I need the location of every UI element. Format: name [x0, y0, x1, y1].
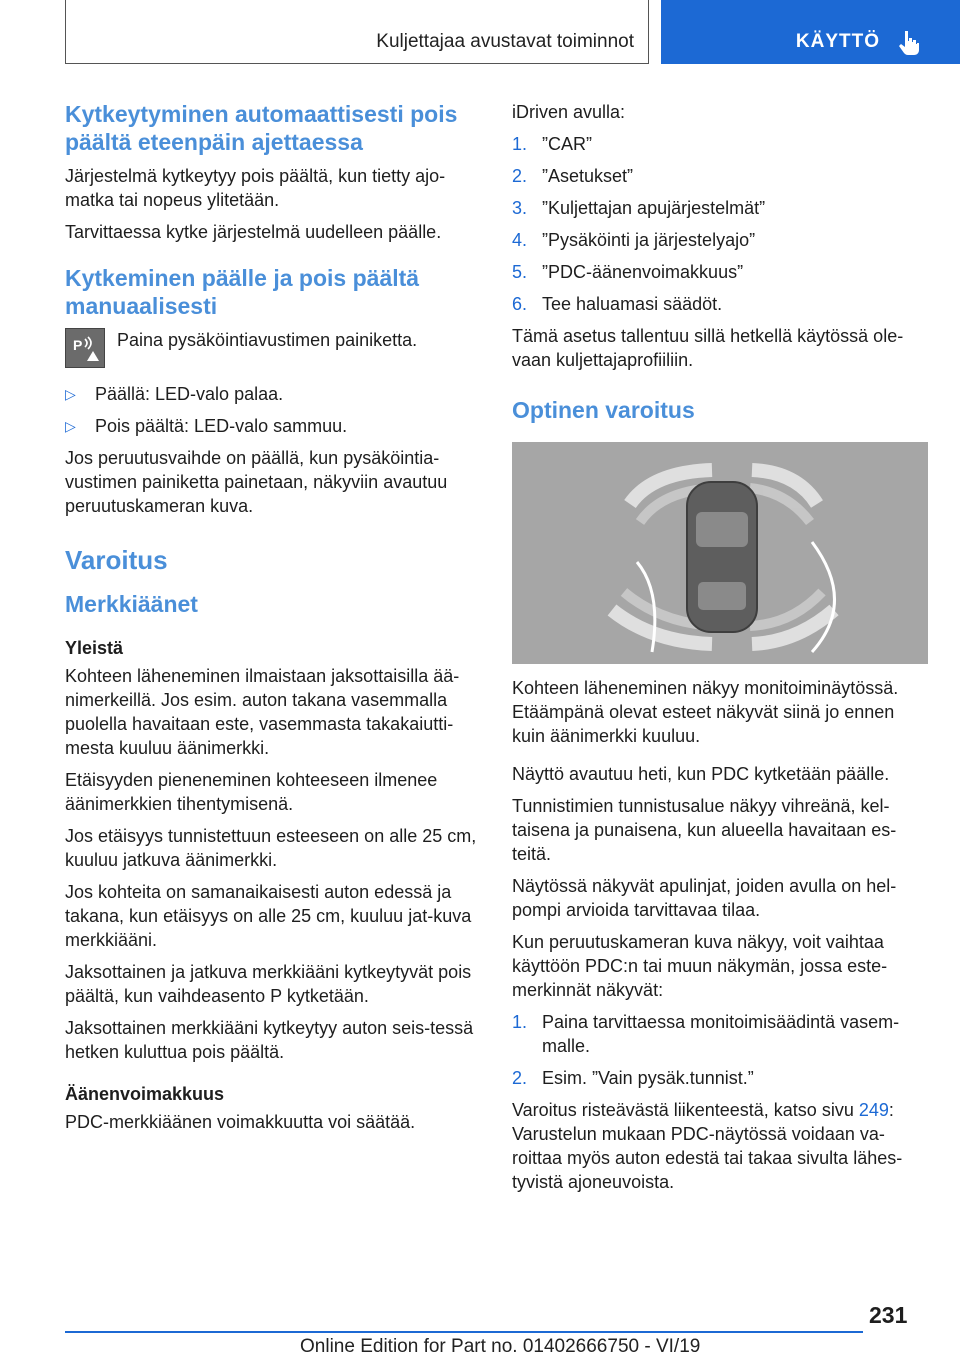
- header-section: [65, 0, 649, 64]
- button-instruction-text: Paina pysäköintiavustimen painiketta.: [117, 330, 418, 350]
- paragraph: Tunnistimien tunnistusalue näkyy vihreänä, kel-taisena ja punaisena, kun alueella havaitaan es-teitä.: [512, 796, 897, 864]
- section-title: Kuljettajaa avustavat toiminnot: [376, 30, 634, 52]
- edition-footer: Online Edition for Part no. 01402666750 - VI/19: [300, 1336, 701, 1357]
- parking-sensor-illustration: [512, 442, 928, 664]
- list-item: 5. ”PDC-äänenvoimakkuus”: [512, 262, 744, 282]
- paragraph: Tämä asetus tallentuu sillä hetkellä käytössä ole-vaan kuljettajaprofiiliin.: [512, 326, 904, 370]
- list-item: [65, 382, 477, 406]
- list-item: 3. ”Kuljettajan apujärjestelmät”: [512, 198, 766, 218]
- heading-manual: Kytkeminen päälle ja pois päältä manuaalisesti: [65, 265, 420, 319]
- heading-auto-off: Kytkeytyminen automaattisesti pois päältä eteenpäin ajettaessa: [65, 101, 458, 155]
- triangle-bullet-icon: ▷: [65, 386, 76, 402]
- heading-beeps: Merkkiäänet: [65, 591, 198, 617]
- car-top-view-icon: [512, 442, 928, 664]
- triangle-bullet-icon: ▷: [65, 418, 76, 434]
- list-item: 2. Esim. ”Vain pysäk.tunnist.”: [512, 1068, 754, 1088]
- right-column: [512, 100, 928, 1202]
- list-item: 6. Tee haluamasi säädöt.: [512, 294, 723, 314]
- paragraph: Näyttö avautuu heti, kun PDC kytketään päälle.: [512, 764, 890, 784]
- paragraph: Näytössä näkyvät apulinjat, joiden avulla on hel-pompi arvioida tarvittavaa tilaa.: [512, 876, 897, 920]
- paragraph: Jaksottainen ja jatkuva merkkiääni kytkeytyvät pois päältä, kun vaihdeasento P kytketään.: [65, 962, 472, 1006]
- heading-general: Yleistä: [65, 638, 124, 658]
- paragraph: Kun peruutuskameran kuva näkyy, voit vaihtaa käyttöön PDC:n tai muun näkymän, jossa este-merkinnät näkyvät:: [512, 932, 888, 1000]
- hand-pointer-icon: [898, 30, 920, 56]
- left-column: [65, 100, 477, 1142]
- chapter-title: KÄYTTÖ: [795, 31, 880, 52]
- paragraph: Kohteen läheneminen ilmaistaan jaksottaisilla ää-nimerkeillä. Jos esim. auton takana vasemmalla puolella havaitaan este, vasemmasta takakaiutti-mesta kuuluu äänimerkki.: [65, 666, 460, 758]
- paragraph: Kohteen läheneminen näkyy monitoiminäytössä. Etäämpänä olevat esteet näkyvät siinä jo ennen kuin äänimerkki kuuluu.: [512, 678, 899, 746]
- list-item: 1. Paina tarvittaessa monitoimisäädintä vasem-malle.: [512, 1012, 900, 1056]
- paragraph: Jos peruutusvaihde on päällä, kun pysäköintia-vustimen painiketta painetaan, näkyviin avautuu peruutuskameran kuva.: [65, 448, 448, 516]
- bullet-text: Pois päältä: LED-valo sammuu.: [95, 416, 348, 436]
- paragraph: Etäisyyden pieneneminen kohteeseen ilmenee äänimerkkien tihentymisenä.: [65, 770, 438, 814]
- list-item: 1. ”CAR”: [512, 134, 592, 154]
- paragraph: PDC-merkkiäänen voimakkuutta voi säätää.: [65, 1112, 416, 1132]
- list-item: 4. ”Pysäköinti ja järjestelyajo”: [512, 230, 756, 250]
- paragraph: iDriven avulla:: [512, 102, 626, 122]
- parking-assist-button-icon: [65, 328, 105, 368]
- list-item: [65, 414, 477, 438]
- cross-traffic-paragraph: Varoitus risteävästä liikenteestä, katso sivu 249: Varustelun mukaan PDC-näytössä voidaan va-roittaa myös auton edestä tai takaa sivulta lähes-tyvistä ajoneuvoista.: [512, 1100, 903, 1192]
- paragraph: Tarvittaessa kytke järjestelmä uudelleen päälle.: [65, 222, 442, 242]
- footer-divider: [65, 1331, 863, 1333]
- list-item: 2. ”Asetukset”: [512, 166, 634, 186]
- bullet-text: Päällä: LED-valo palaa.: [95, 384, 284, 404]
- header-chapter-tab[interactable]: [661, 0, 960, 64]
- idrive-steps: [512, 132, 928, 316]
- heading-warning: Varoitus: [65, 545, 168, 575]
- page-number: 231: [869, 1302, 908, 1328]
- pdc-view-steps: [512, 1010, 928, 1090]
- page-link-249[interactable]: 249: [858, 1100, 889, 1120]
- svg-text:P: P: [73, 337, 83, 353]
- paragraph: Järjestelmä kytkeytyy pois päältä, kun tietty ajo-matka tai nopeus ylitetään.: [65, 166, 446, 210]
- heading-optical: Optinen varoitus: [512, 397, 695, 423]
- paragraph: Jos kohteita on samanaikaisesti auton edessä ja takana, kun etäisyys on alle 25 cm, kuuluu jat-kuva merkkiääni.: [65, 882, 472, 950]
- button-instruction: [65, 328, 477, 368]
- paragraph: Jaksottainen merkkiääni kytkeytyy auton seis-tessä hetken kuluttua pois päältä.: [65, 1018, 474, 1062]
- paragraph: Jos etäisyys tunnistettuun esteeseen on alle 25 cm, kuuluu jatkuva äänimerkki.: [65, 826, 477, 870]
- heading-volume: Äänenvoimakkuus: [65, 1084, 225, 1104]
